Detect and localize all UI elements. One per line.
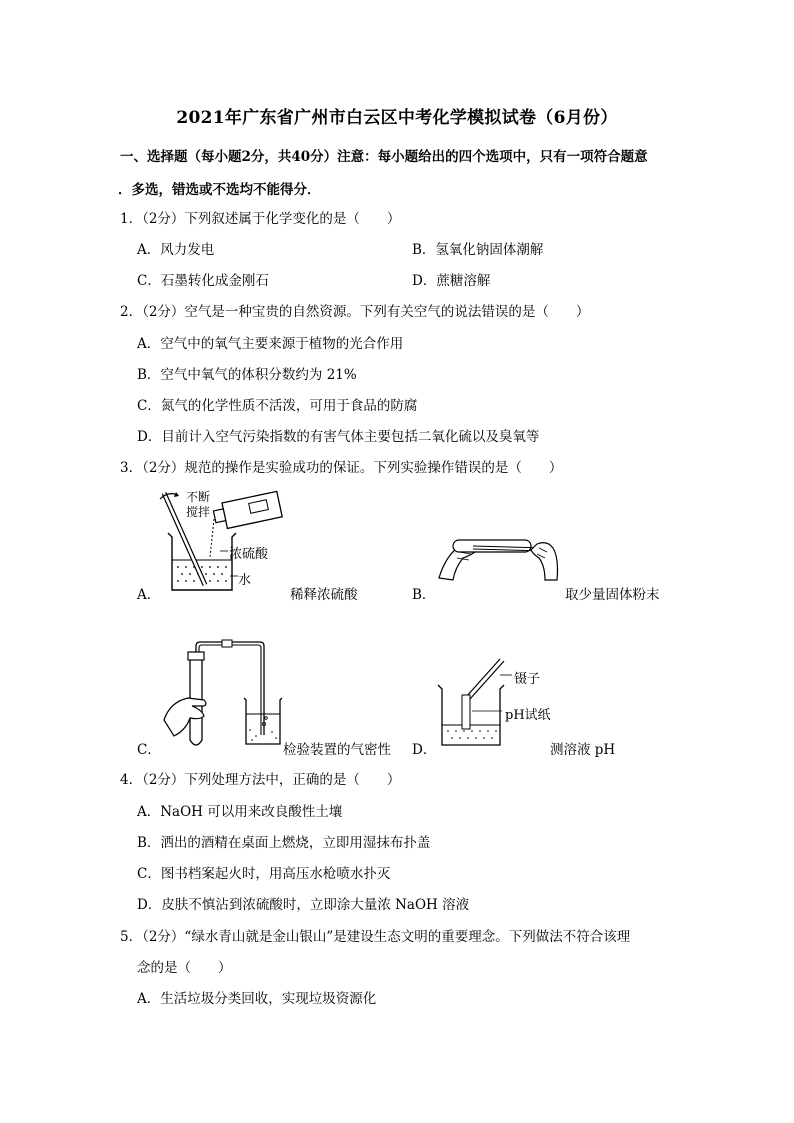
figure-d-label-ph-paper: pH试纸 xyxy=(505,708,551,723)
question-4-stem: 4．（2分）下列处理方法中，正确的是（ ） xyxy=(120,772,401,788)
question-5-option-a: A．生活垃圾分类回收，实现垃圾资源化 xyxy=(137,991,377,1007)
figure-d-label-tweezers: 镊子 xyxy=(514,672,541,687)
question-2-option-a: A．空气中的氧气主要来源于植物的光合作用 xyxy=(137,336,404,352)
question-1-option-a: A．风力发电 xyxy=(137,242,215,258)
figure-a-label-stir-1: 不断 xyxy=(186,490,211,504)
page-title: 2021年广东省广州市白云区中考化学模拟试卷（6月份） xyxy=(176,108,618,128)
question-3-option-d-letter: D． xyxy=(412,742,437,758)
question-3-option-d-caption: 测溶液 pH xyxy=(550,742,616,758)
question-4-option-b: B．洒出的酒精在桌面上燃烧，立即用湿抹布扑盖 xyxy=(137,835,431,851)
question-3-stem: 3．（2分）规范的操作是实验成功的保证。下列实验操作错误的是（ ） xyxy=(120,460,563,476)
section-heading-line1: 一、选择题（每小题2分，共40分）注意：每小题给出的四个选项中，只有一项符合题意 xyxy=(120,149,648,165)
question-3-option-a-caption: 稀释浓硫酸 xyxy=(290,587,358,603)
question-3-option-a-letter: A． xyxy=(137,587,161,603)
question-3-option-c-caption: 检验装置的气密性 xyxy=(283,742,391,758)
question-1-option-d: D．蔗糖溶解 xyxy=(412,273,491,289)
question-2-option-c: C．氮气的化学性质不活泼，可用于食品的防腐 xyxy=(137,398,418,414)
figure-b-take-powder xyxy=(435,518,565,588)
figure-c-airtightness xyxy=(160,640,300,755)
figure-a-label-stir-2: 搅拌 xyxy=(186,505,211,519)
question-2-option-b: B．空气中氧气的体积分数约为 21% xyxy=(137,367,357,383)
question-5-stem-line-2: 念的是（ ） xyxy=(137,960,232,976)
question-1-option-b: B．氢氧化钠固体潮解 xyxy=(412,242,544,258)
question-5-stem-line-1: 5．（2分）“绿水青山就是金山银山”是建设生态文明的重要理念。下列做法不符合该理 xyxy=(120,929,631,945)
question-4-option-a: A．NaOH 可以用来改良酸性土壤 xyxy=(137,804,343,820)
figure-a-label-acid: 浓硫酸 xyxy=(229,547,269,562)
question-3-option-b-letter: B． xyxy=(412,587,436,603)
figure-a-label-water: 水 xyxy=(238,573,252,588)
question-3-option-b-caption: 取少量固体粉末 xyxy=(565,587,660,603)
section-heading-line2: ．多选，错选或不选均不能得分． xyxy=(118,182,321,198)
figure-a-dilute-acid xyxy=(150,485,300,595)
question-1-stem: 1．（2分）下列叙述属于化学变化的是（ ） xyxy=(120,211,401,227)
question-3-option-c-letter: C． xyxy=(137,742,161,758)
question-2-stem: 2．（2分）空气是一种宝贵的自然资源。下列有关空气的说法错误的是（ ） xyxy=(120,304,590,320)
question-1-option-c: C．石墨转化成金刚石 xyxy=(137,273,269,289)
question-4-option-d: D．皮肤不慎沾到浓硫酸时，立即涂大量浓 NaOH 溶液 xyxy=(137,897,470,913)
question-4-option-c: C．图书档案起火时，用高压水枪喷水扑灭 xyxy=(137,866,391,882)
question-2-option-d: D．目前计入空气污染指数的有害气体主要包括二氧化硫以及臭氧等 xyxy=(137,429,540,445)
